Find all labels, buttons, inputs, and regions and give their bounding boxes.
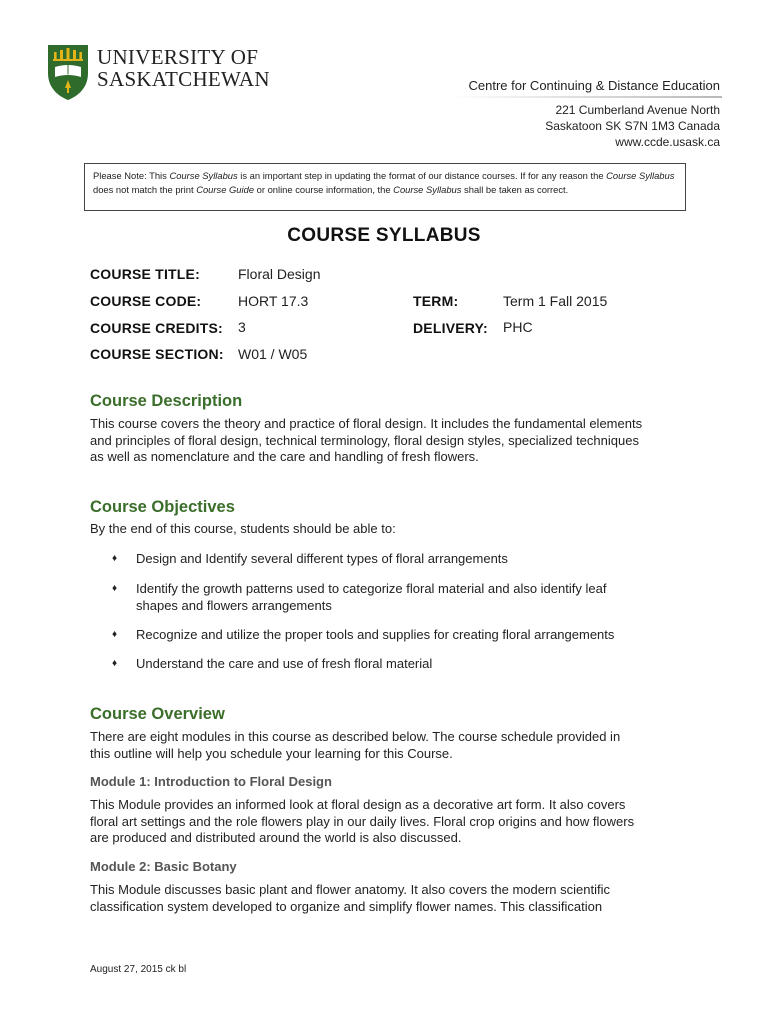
text-line: shapes and flowers arrangements	[136, 597, 332, 613]
note-emphasis: Course Guide	[196, 184, 255, 195]
text-line: This course covers the theory and practice of floral design. It includes the fundamental elements	[90, 416, 643, 431]
text-line: classification system developed to organize and simplify flower names. This classification	[90, 898, 603, 914]
term-label: TERM:	[413, 293, 459, 309]
text-line: as well as nomenclature and the care and handling of fresh flowers.	[90, 449, 479, 464]
university-name-line1: UNIVERSITY OF	[97, 45, 259, 69]
course-code-value: HORT 17.3	[238, 293, 309, 309]
note-emphasis: Course Syllabus	[393, 184, 462, 195]
header-divider	[450, 96, 722, 98]
objective-item	[136, 581, 656, 614]
centre-name: Centre for Continuing & Distance Education	[468, 78, 720, 93]
section-heading-overview: Course Overview	[90, 705, 225, 723]
term-value: Term 1 Fall 2015	[503, 293, 608, 309]
bullet-icon: ♦	[112, 629, 118, 640]
bullet-icon: ♦	[112, 553, 118, 564]
text-line: Identify the growth patterns used to categorize floral material and also identify leaf	[136, 581, 607, 596]
text-line: This Module discusses basic plant and flower anatomy. It also covers the modern scientific	[90, 882, 610, 897]
note-text: Please Note: This	[93, 170, 170, 181]
delivery-label: DELIVERY:	[413, 320, 488, 336]
objective-item: Understand the care and use of fresh floral material	[136, 656, 433, 671]
syllabus-note-box	[84, 163, 686, 211]
centre-address	[450, 102, 720, 150]
course-title-label: COURSE TITLE:	[90, 266, 200, 282]
page-footer-date: August 27, 2015 ck bl	[90, 964, 187, 975]
module-1-description	[90, 797, 690, 847]
overview-paragraph	[90, 729, 690, 762]
university-crest-icon	[46, 43, 90, 101]
university-name	[97, 46, 270, 90]
course-credits-value: 3	[238, 319, 246, 335]
module-1-heading: Module 1: Introduction to Floral Design	[90, 774, 332, 789]
objective-item: Design and Identify several different types of floral arrangements	[136, 551, 508, 566]
address-line: 221 Cumberland Avenue North	[555, 103, 720, 117]
course-credits-label: COURSE CREDITS:	[90, 320, 223, 336]
objectives-intro: By the end of this course, students should be able to:	[90, 521, 396, 536]
website-link[interactable]: www.ccde.usask.ca	[615, 135, 720, 149]
note-text: is an important step in updating the format of our distance courses. If for any reason the	[237, 170, 607, 181]
page-title: COURSE SYLLABUS	[287, 225, 481, 246]
note-text: shall be taken as correct.	[461, 184, 569, 195]
module-2-description	[90, 882, 690, 915]
delivery-value: PHC	[503, 319, 533, 335]
description-paragraph	[90, 416, 690, 466]
module-2-heading: Module 2: Basic Botany	[90, 859, 237, 874]
text-line: are produced and distributed around the world is also discussed.	[90, 830, 462, 845]
note-text: or online course information, the	[254, 184, 394, 195]
text-line: this outline will help you schedule your learning for this Course.	[90, 745, 453, 761]
text-line: There are eight modules in this course as described below. The course schedule provided in	[90, 729, 621, 744]
bullet-icon: ♦	[112, 658, 118, 669]
course-title-value: Floral Design	[238, 266, 321, 282]
section-heading-objectives: Course Objectives	[90, 498, 235, 516]
note-emphasis: Course Syllabus	[169, 170, 238, 181]
bullet-icon: ♦	[112, 583, 118, 594]
text-line: floral art settings and the role flowers play in our daily lives. Floral crop origins and how flowers	[90, 813, 635, 829]
note-emphasis: Course Syllabus	[606, 170, 675, 181]
course-section-label: COURSE SECTION:	[90, 346, 224, 362]
text-line: and principles of floral design, technical terminology, floral design styles, specialized techniques	[90, 432, 639, 448]
address-line: Saskatoon SK S7N 1M3 Canada	[545, 119, 720, 133]
note-text: does not match the print	[93, 184, 197, 195]
text-line: This Module provides an informed look at floral design as a decorative art form. It also covers	[90, 797, 626, 812]
section-heading-description: Course Description	[90, 392, 243, 410]
university-name-line2: SASKATCHEWAN	[97, 67, 270, 91]
objective-item: Recognize and utilize the proper tools and supplies for creating floral arrangements	[136, 627, 615, 642]
course-code-label: COURSE CODE:	[90, 293, 202, 309]
course-section-value: W01 / W05	[238, 346, 308, 362]
